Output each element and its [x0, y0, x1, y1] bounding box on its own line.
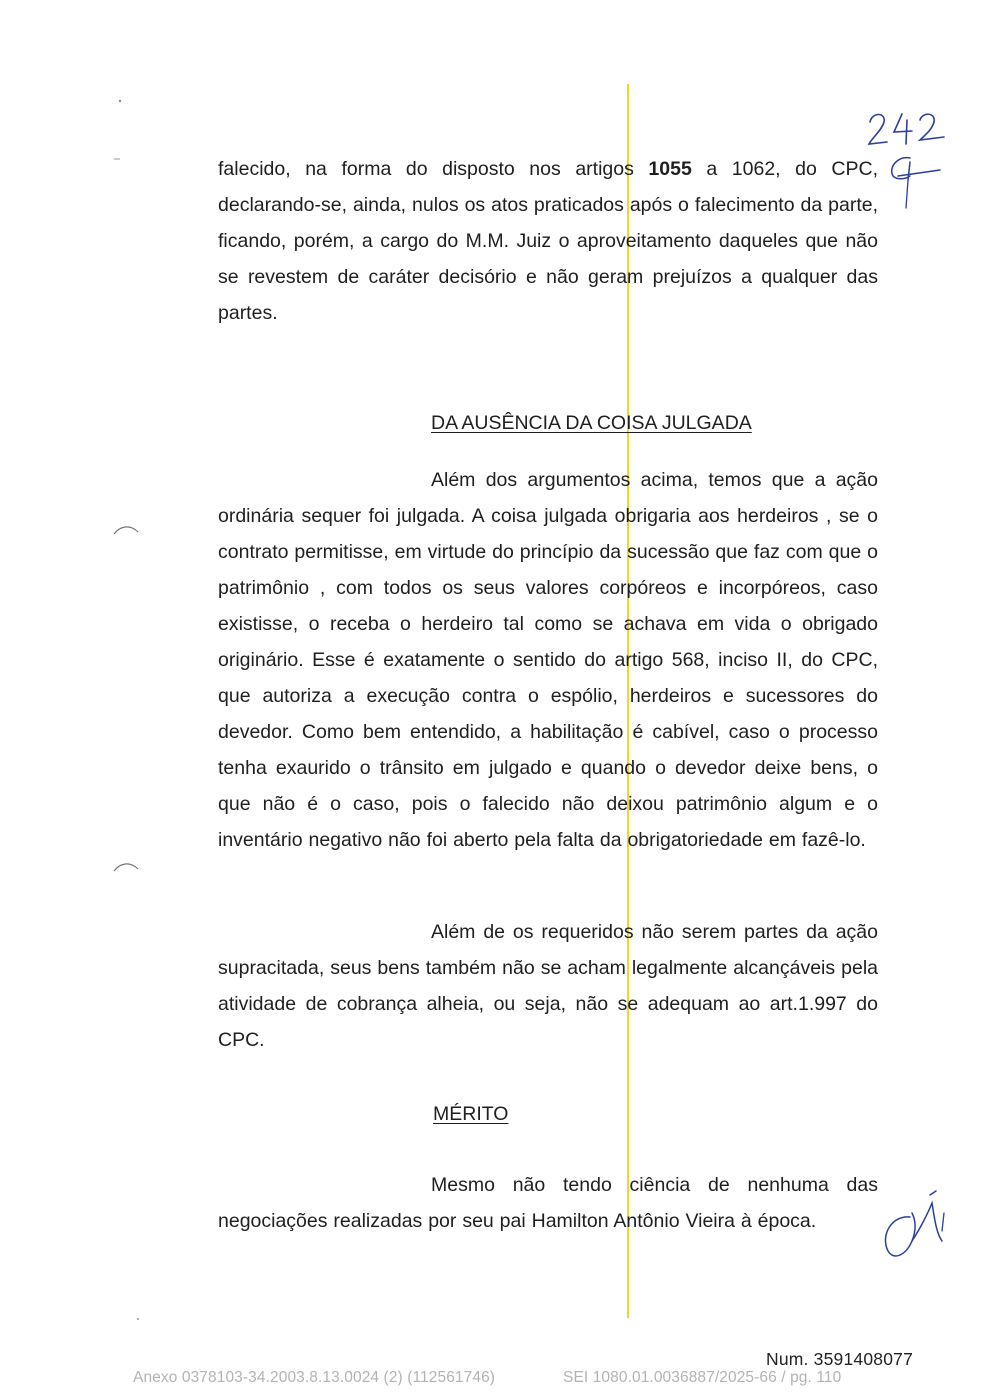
- scan-speck: [135, 1316, 141, 1322]
- scan-speck: [117, 98, 123, 104]
- scan-speck: [113, 156, 121, 162]
- paragraph-argumentos: Além dos argumentos acima, temos que a ação ordinária sequer foi julgada. A coisa julgada obrigaria aos herdeiros , se o contrato permitisse, em virtude do princípio da sucessão que faz com que o patrimônio , com todos os seus valores corpóreos e incorpóreos, caso existisse, o receba o herdeiro tal como se achava em vida o obrigado originário. Esse é exatamente o sentido do artigo 568, inciso II, do CPC, que autoriza a execução contra o espólio, herdeiros e sucessores do devedor. Como bem entendido, a habilitação é cabível, caso o processo tenha exaurido o trânsito em julgado e quando o devedor deixe bens, o que não é o caso, pois o falecido não deixou patrimônio algum e o inventário negativo não foi aberto pela falta da obrigatoriedade em fazê-lo.: [218, 469, 878, 851]
- paragraph-negociacoes: Mesmo não tendo ciência de nenhuma das negociações realizadas por seu pai Hamilton Antônio Vieira à época.: [218, 1174, 878, 1232]
- footer-sei-reference: SEI 1080.01.0036887/2025-66 / pg. 110: [563, 1369, 842, 1386]
- handwritten-page-number: [860, 100, 950, 150]
- heading-merito: MÉRITO: [433, 1103, 509, 1125]
- rubric-signature-top: [880, 150, 950, 215]
- signature-bottom: [872, 1185, 957, 1270]
- paragraph-1-start: falecido, na forma do disposto nos artigos: [218, 158, 649, 180]
- punch-mark: [112, 520, 142, 540]
- document-number: Num. 3591408077: [766, 1349, 913, 1369]
- paragraph-falecido: [218, 151, 878, 331]
- heading-ausencia-coisa-julgada: DA AUSÊNCIA DA COISA JULGADA: [431, 412, 752, 434]
- punch-mark: [112, 857, 142, 877]
- paragraph-1-rest: a 1062, do CPC, declarando-se, ainda, nulos os atos praticados após o falecimento da parte, ficando, porém, a cargo do M.M. Juiz o aproveitamento daqueles que não se revestem de caráter decisório e não geram prejuízos a qualquer das partes.: [218, 158, 878, 324]
- bold-article-number: 1055: [648, 158, 692, 180]
- paragraph-requeridos: Além de os requeridos não serem partes da ação supracitada, seus bens também não se acham legalmente alcançáveis pela atividade de cobrança alheia, ou seja, não se adequam ao art.1.997 do CPC.: [218, 921, 878, 1051]
- footer-annex-reference: Anexo 0378103-34.2003.8.13.0024 (2) (112561746): [133, 1369, 496, 1386]
